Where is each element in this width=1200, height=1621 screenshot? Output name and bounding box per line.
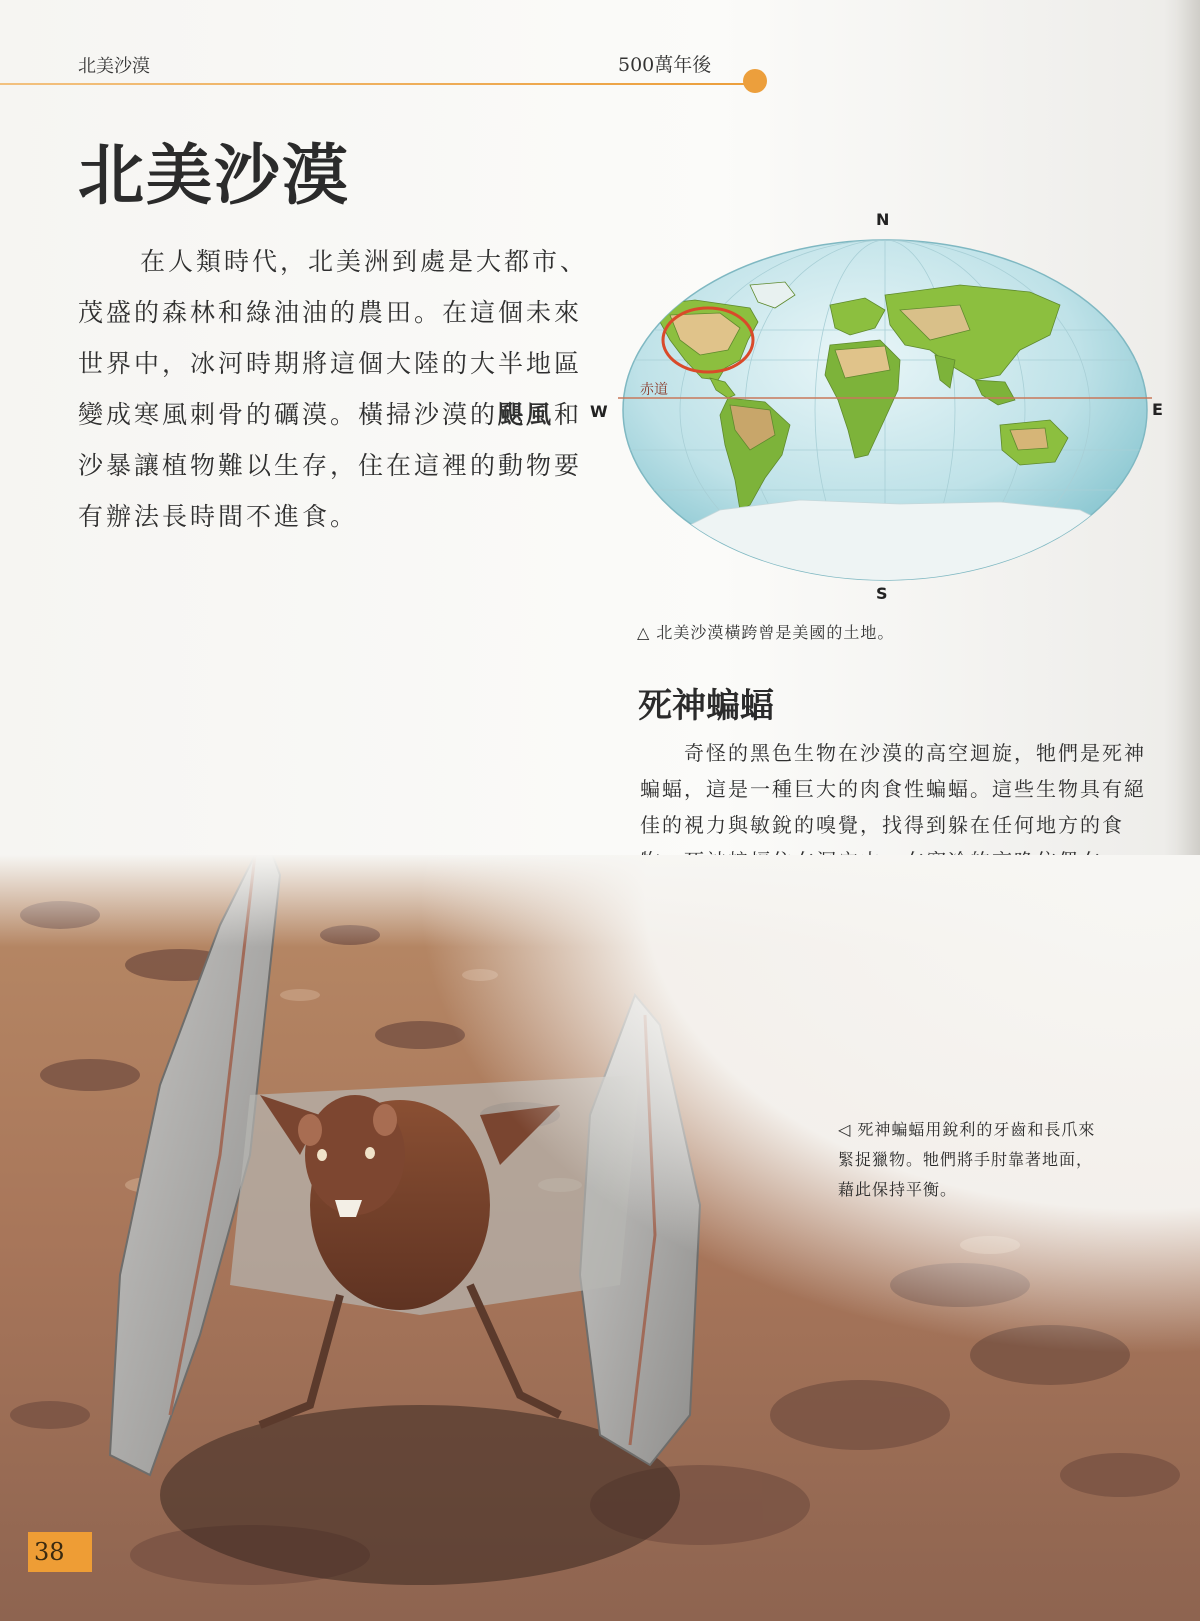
- page-title: 北美沙漠: [78, 137, 350, 214]
- running-header-section: 北美沙漠: [78, 56, 150, 77]
- map-caption: △ 北美沙漠橫跨曾是美國的土地。: [637, 623, 895, 642]
- header-rule: [0, 83, 748, 85]
- running-header-era: 500萬年後: [618, 54, 712, 76]
- page-number: 38: [28, 1532, 92, 1572]
- intro-text-2: 和沙暴讓植物難以生存，住在這裡的動物要有辦法長時間不進食。: [78, 400, 583, 531]
- compass-east: E: [1152, 400, 1163, 419]
- header-dot: [743, 69, 767, 93]
- section-title: 死神蝙蝠: [638, 686, 774, 726]
- compass-north: N: [876, 210, 890, 229]
- section-text-1: 奇怪的黑色生物在沙漠的高空迴旋，牠們是死神蝙蝠，這是一種巨大的肉食性蝙蝠。這些生物具有絕佳的視力與敏銳的嗅覺，找得到躲在任何地方的食: [640, 741, 1146, 837]
- photo-caption-line-2: 緊捉獵物。牠們將手肘靠著地面，: [838, 1150, 1094, 1169]
- desert-bat-illustration: [0, 855, 1200, 1621]
- equator-label: 赤道: [640, 382, 668, 398]
- intro-bold-term: 颶風: [498, 400, 555, 429]
- compass-west: W: [590, 402, 608, 421]
- compass-south: S: [876, 584, 888, 603]
- photo-caption-line-3: 藉此保持平衡。: [838, 1180, 958, 1199]
- photo-caption: [838, 1115, 1168, 1205]
- intro-text-1: 在人類時代，北美洲到處是大都市、茂盛的森林和綠油油的農田。在這個未來世界中，冰河時期將這個大陸的大半地區變成寒風刺骨的礪漠。橫掃沙漠的: [78, 247, 589, 429]
- photo-caption-line-1: ◁ 死神蝙蝠用銳利的牙齒和長爪來: [838, 1120, 1096, 1139]
- intro-paragraph: [78, 236, 598, 542]
- world-map: [590, 210, 1170, 610]
